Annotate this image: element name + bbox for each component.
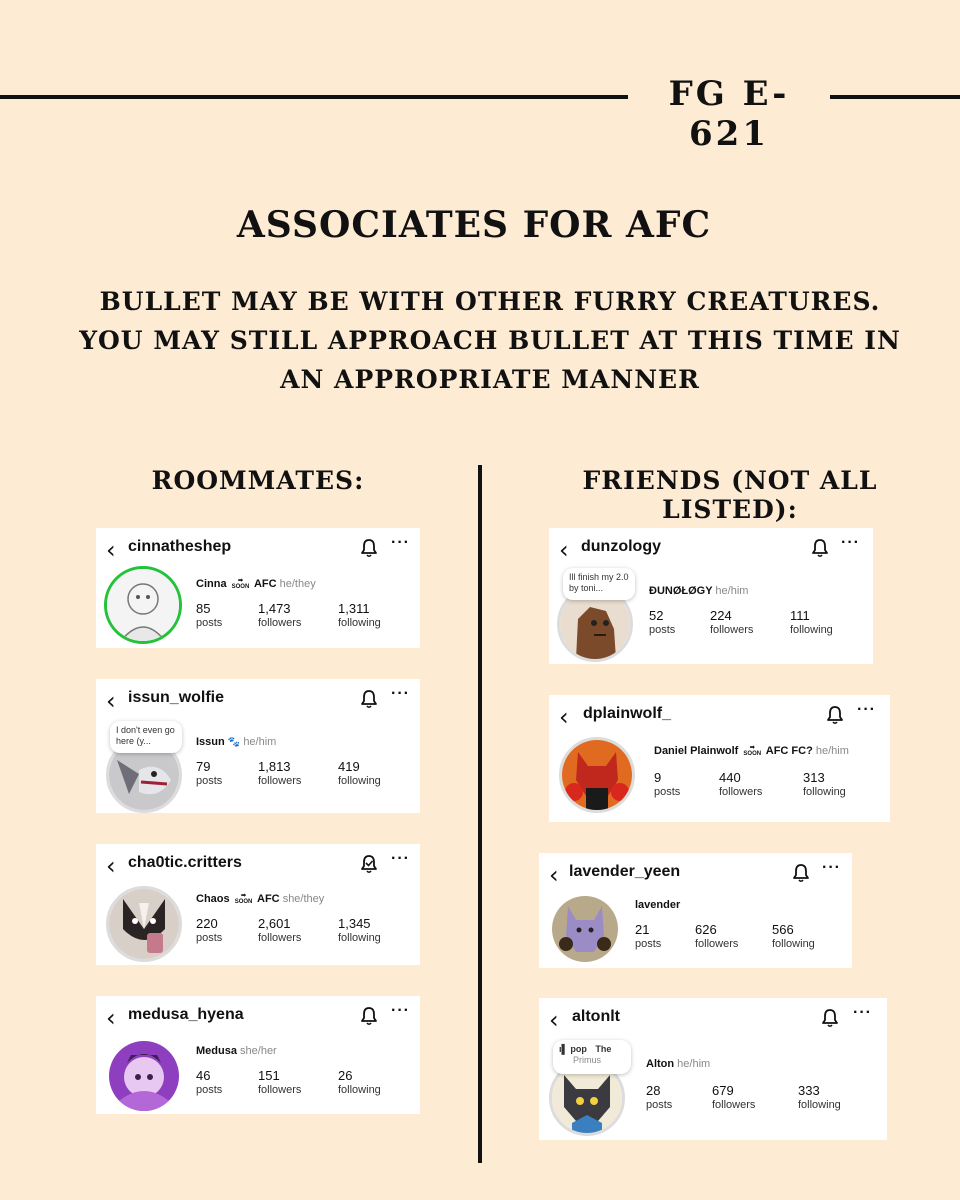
following-stat[interactable] <box>790 608 833 638</box>
following-label: following <box>338 775 381 787</box>
posts-count: 21 <box>635 922 650 937</box>
posts-count: 220 <box>196 916 218 931</box>
posts-stat[interactable] <box>196 1068 222 1098</box>
display-name-text: Chaos <box>196 893 230 905</box>
arrow-target-text: AFC FC? <box>765 745 813 757</box>
avatar[interactable] <box>549 893 621 965</box>
page-subtitle <box>60 282 920 399</box>
pronouns: she/her <box>240 1045 277 1057</box>
bell-icon[interactable] <box>792 863 810 883</box>
profile-card-altonlt <box>539 998 887 1140</box>
pronouns: he/him <box>243 736 277 748</box>
posts-stat[interactable] <box>196 759 222 789</box>
profile-username: issun_wolfie <box>128 689 225 706</box>
followers-label: followers <box>258 1084 302 1096</box>
followers-label: followers <box>695 938 739 950</box>
chevron-left-icon[interactable]: ‹ <box>106 687 116 715</box>
following-count: 313 <box>803 770 825 785</box>
following-label: following <box>338 932 381 944</box>
posts-count: 79 <box>196 759 211 774</box>
followers-stat[interactable] <box>719 770 762 800</box>
avatar[interactable] <box>104 566 182 644</box>
pronouns: he/him <box>715 585 749 597</box>
display-name-text: lavender <box>635 899 681 911</box>
followers-label: followers <box>710 624 754 636</box>
posts-stat[interactable] <box>646 1083 672 1113</box>
posts-stat[interactable] <box>635 922 661 952</box>
followers-count: 679 <box>712 1083 734 1098</box>
roommates-heading: ROOMMATES: <box>151 466 365 495</box>
profile-card-issun-wolfie <box>96 679 420 813</box>
bell-check-icon[interactable] <box>360 854 378 874</box>
followers-label: followers <box>258 932 302 944</box>
header-rule-left <box>0 95 628 99</box>
profile-note[interactable]: Ill finish my 2.0 by toni... <box>563 568 635 600</box>
profile-username: altonlt <box>572 1008 620 1025</box>
bell-icon[interactable] <box>360 538 378 558</box>
soon-arrow-icon: ➡ SOON <box>231 578 250 591</box>
posts-stat[interactable] <box>649 608 675 638</box>
profile-card-medusa-hyena <box>96 996 420 1114</box>
soon-label: SOON <box>234 899 253 906</box>
subtitle-line: AN APPROPRIATE MANNER <box>280 365 700 394</box>
bell-icon[interactable] <box>360 689 378 709</box>
soon-label: SOON <box>231 584 250 591</box>
display-name-text: Alton <box>646 1058 675 1070</box>
posts-count: 9 <box>654 770 662 785</box>
profile-display-name <box>635 899 680 911</box>
soon-arrow-icon: ➡ SOON <box>743 745 762 758</box>
more-dots-icon[interactable]: ··· <box>391 850 410 867</box>
following-stat[interactable] <box>338 601 381 631</box>
profile-card-lavender-yeen <box>539 853 852 968</box>
posts-stat[interactable] <box>196 601 222 631</box>
following-label: following <box>798 1099 841 1111</box>
header-rule-right <box>830 95 960 99</box>
soon-label: SOON <box>743 751 762 758</box>
following-label: following <box>790 624 833 636</box>
posts-label: posts <box>649 624 676 636</box>
header-code: FG E-621 <box>668 74 790 154</box>
followers-count: 151 <box>258 1068 280 1083</box>
followers-count: 1,813 <box>258 759 291 774</box>
more-dots-icon[interactable]: ··· <box>822 859 841 876</box>
posts-label: posts <box>196 617 223 629</box>
subtitle-line: YOU MAY STILL APPROACH BULLET AT THIS TIME IN <box>79 326 901 355</box>
profile-display-name <box>196 578 316 590</box>
chevron-left-icon[interactable]: ‹ <box>549 1006 559 1034</box>
profile-username: cinnatheshep <box>128 538 232 555</box>
posts-count: 28 <box>646 1083 661 1098</box>
display-name-text: Medusa <box>196 1045 237 1057</box>
more-dots-icon[interactable]: ··· <box>841 534 860 551</box>
arrow-target-text: AFC <box>257 893 280 905</box>
display-name-text: Issun <box>196 736 225 748</box>
posts-label: posts <box>196 1084 223 1096</box>
followers-stat[interactable] <box>710 608 753 638</box>
profile-display-name <box>649 585 748 597</box>
followers-stat[interactable] <box>712 1083 755 1113</box>
followers-stat[interactable] <box>258 916 301 946</box>
subtitle-line: BULLET MAY BE WITH OTHER FURRY CREATURES. <box>99 287 881 316</box>
bell-icon[interactable] <box>821 1008 839 1028</box>
followers-count: 224 <box>710 608 732 623</box>
more-dots-icon[interactable]: ··· <box>391 685 410 702</box>
following-count: 333 <box>798 1083 820 1098</box>
pronouns: she/they <box>282 893 325 905</box>
soon-arrow-icon: ➡ SOON <box>234 893 253 906</box>
posts-label: posts <box>654 786 681 798</box>
more-dots-icon[interactable]: ··· <box>857 701 876 718</box>
posts-count: 52 <box>649 608 664 623</box>
display-name-text: Cinna <box>196 578 227 590</box>
profile-card-cinnatheshep <box>96 528 420 648</box>
chevron-left-icon[interactable]: ‹ <box>106 536 116 564</box>
profile-display-name <box>196 893 324 905</box>
chevron-left-icon[interactable]: ‹ <box>559 703 569 731</box>
chevron-left-icon[interactable]: ‹ <box>549 861 559 889</box>
profile-note[interactable]: I don't even go here (y... <box>110 721 182 753</box>
followers-stat[interactable] <box>695 922 738 952</box>
profile-username: lavender_yeen <box>569 863 681 880</box>
followers-label: followers <box>719 786 763 798</box>
friends-heading: FRIENDS (NOT ALL LISTED): <box>582 466 878 524</box>
profile-username: dunzology <box>581 538 661 555</box>
bell-icon[interactable] <box>811 538 829 558</box>
followers-stat[interactable] <box>258 759 301 789</box>
profile-card-dplainwolf <box>549 695 890 822</box>
bell-icon[interactable] <box>826 705 844 725</box>
profile-display-name <box>654 745 849 757</box>
profile-display-name <box>196 736 276 748</box>
following-label: following <box>338 617 381 629</box>
note-title: pop <box>570 1044 587 1054</box>
display-name-text: Daniel Plainwolf <box>654 745 739 757</box>
following-stat[interactable] <box>338 1068 381 1098</box>
chevron-left-icon[interactable]: ‹ <box>106 852 116 880</box>
avatar[interactable] <box>559 737 635 813</box>
posts-label: posts <box>196 932 223 944</box>
avatar[interactable] <box>106 1038 182 1114</box>
posts-stat[interactable] <box>196 916 222 946</box>
chevron-left-icon[interactable]: ‹ <box>106 1004 116 1032</box>
followers-count: 440 <box>719 770 741 785</box>
following-count: 1,311 <box>338 601 370 616</box>
followers-stat[interactable] <box>258 601 301 631</box>
equalizer-icon: ı▌ <box>559 1044 568 1054</box>
profile-card-dunzology <box>549 528 873 664</box>
following-stat[interactable] <box>338 759 381 789</box>
profile-card-cha0tic-critters <box>96 844 420 965</box>
page-title: ASSOCIATES FOR AFC <box>236 204 712 246</box>
followers-count: 1,473 <box>258 601 291 616</box>
pronouns: he/him <box>677 1058 711 1070</box>
following-count: 566 <box>772 922 794 937</box>
profile-display-name <box>196 1045 277 1057</box>
paw-icon: 🐾 <box>227 737 241 748</box>
chevron-left-icon[interactable]: ‹ <box>559 536 569 564</box>
followers-count: 2,601 <box>258 916 291 931</box>
column-divider <box>478 465 482 1163</box>
profile-username: cha0tic.critters <box>128 854 242 871</box>
arrow-target-text: AFC <box>253 578 277 590</box>
posts-label: posts <box>646 1099 673 1111</box>
following-label: following <box>803 786 846 798</box>
bell-icon[interactable] <box>360 1006 378 1026</box>
followers-count: 626 <box>695 922 717 937</box>
more-dots-icon[interactable]: ··· <box>853 1004 872 1021</box>
posts-label: posts <box>635 938 662 950</box>
following-stat[interactable] <box>803 770 846 800</box>
followers-label: followers <box>712 1099 756 1111</box>
posts-stat[interactable] <box>654 770 680 800</box>
now-playing-note[interactable] <box>553 1040 631 1074</box>
following-stat[interactable] <box>772 922 815 952</box>
posts-count: 85 <box>196 601 211 616</box>
followers-label: followers <box>258 617 302 629</box>
profile-display-name <box>646 1058 710 1070</box>
pronouns: he/him <box>815 745 849 757</box>
posts-label: posts <box>196 775 223 787</box>
posts-count: 46 <box>196 1068 211 1083</box>
display-name-text: ĐUNØŁØGY <box>649 585 713 597</box>
following-stat[interactable] <box>338 916 381 946</box>
followers-label: followers <box>258 775 302 787</box>
following-label: following <box>772 938 815 950</box>
avatar[interactable] <box>106 886 182 962</box>
followers-stat[interactable] <box>258 1068 301 1098</box>
note-artist-cont: Primus <box>573 1055 602 1065</box>
profile-username: dplainwolf_ <box>583 705 671 722</box>
more-dots-icon[interactable]: ··· <box>391 534 410 551</box>
following-count: 26 <box>338 1068 353 1083</box>
note-artist: The <box>595 1044 612 1054</box>
following-count: 1,345 <box>338 916 371 931</box>
pronouns: he/they <box>279 578 316 590</box>
more-dots-icon[interactable]: ··· <box>391 1002 410 1019</box>
following-stat[interactable] <box>798 1083 841 1113</box>
profile-username: medusa_hyena <box>128 1006 244 1023</box>
following-count: 419 <box>338 759 360 774</box>
following-label: following <box>338 1084 381 1096</box>
following-count: 111 <box>790 608 810 623</box>
